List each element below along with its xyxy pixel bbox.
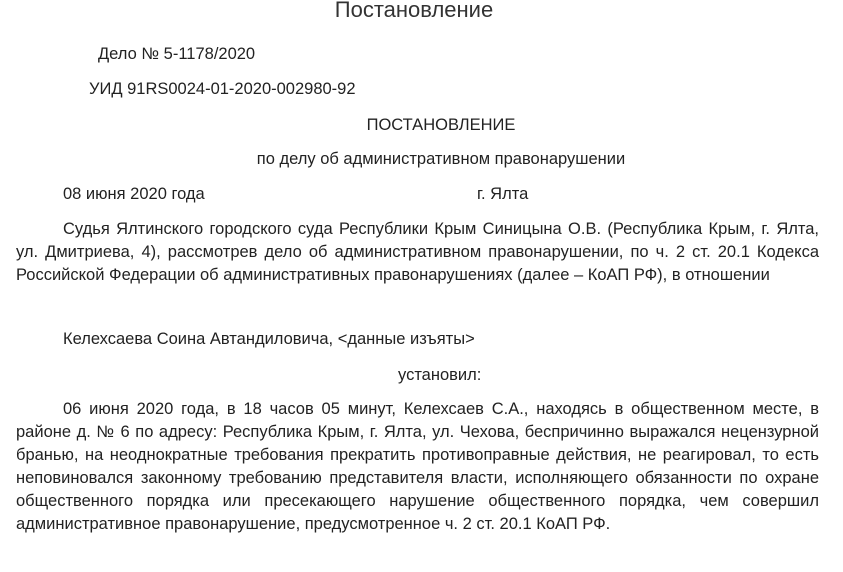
resolution-heading: ПОСТАНОВЛЕНИЕ bbox=[366, 116, 516, 134]
resolution-date: 08 июня 2020 года bbox=[63, 185, 205, 203]
established-heading: установил: bbox=[398, 366, 482, 384]
document-title: Постановление bbox=[334, 0, 494, 22]
defendant-name: Келехсаева Соина Автандиловича, <данные изъяты> bbox=[63, 330, 475, 348]
case-uid: УИД 91RS0024-01-2020-002980-92 bbox=[89, 80, 356, 98]
intro-paragraph: Судья Ялтинского городского суда Республики Крым Синицына О.В. (Республика Крым, г. Ялта, ул. Дмитриева, 4), рассмотрев дело об административном правонарушении, по ч. 2 ст. 20.1 Кодекса Российской Федерации об административных правонарушениях (далее – КоАП РФ), в отношении bbox=[16, 220, 819, 284]
facts-paragraph: 06 июня 2020 года, в 18 часов 05 минут, Келехсаев С.А., находясь в общественном месте, в районе д. № 6 по адресу: Республика Крым, г. Ялта, ул. Чехова, беспричинно выражался нецензурной бранью, на неоднократные требования прекратить противоправные действия, не реагировал, то есть неповиновался законному требованию представителя власти, исполняющего обязанности по охране общественного порядка или пресекающего нарушение общественного порядка, чем совершил административное правонарушение, предусмотренное ч. 2 ст. 20.1 КоАП РФ. bbox=[16, 400, 819, 533]
resolution-subheading: по делу об административном правонарушении bbox=[256, 150, 626, 168]
resolution-city: г. Ялта bbox=[477, 185, 529, 203]
case-number: Дело № 5-1178/2020 bbox=[98, 45, 256, 63]
